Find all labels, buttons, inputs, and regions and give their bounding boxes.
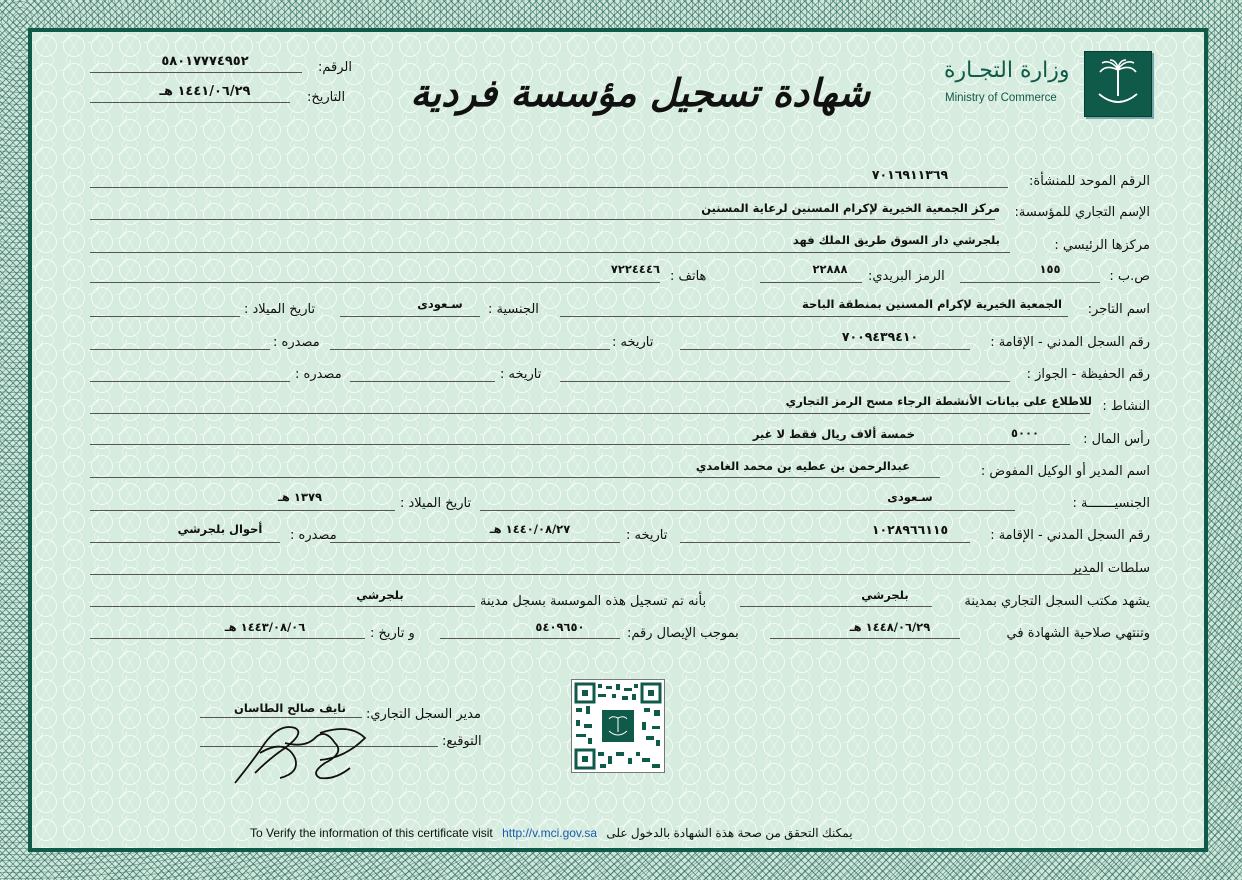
registrar-label: مدير السجل التجاري: — [366, 707, 481, 722]
civil-id-value: ٧٠٠٩٤٣٩٤١٠ — [841, 329, 919, 344]
phone-value: ٧٢٢٤٤٤٦ — [610, 262, 660, 276]
number-value: ٥٨٠١٧٧٧٤٩٥٢ — [161, 54, 249, 69]
passport-source-label: مصدره : — [295, 367, 342, 382]
capital-label: رأس المال : — [1083, 432, 1150, 447]
manager-birth-date-label: تاريخ الميلاد : — [400, 496, 472, 511]
unified-number-value: ٧٠١٦٩١١٣٦٩ — [871, 167, 949, 182]
verification-qr-code[interactable] — [571, 679, 665, 773]
verification-footer — [250, 826, 853, 840]
ministry-emblem-icon — [1084, 51, 1152, 117]
manager-civil-id-source-label: مصدره : — [290, 528, 337, 543]
nationality-label: الجنسية : — [488, 302, 539, 317]
manager-civil-id-value: ١٠٢٨٩٦٦١١٥ — [871, 522, 949, 537]
passport-label: رقم الحفيظة - الجواز : — [1026, 367, 1150, 382]
birth-date-label: تاريخ الميلاد : — [244, 302, 316, 317]
main-office-value: بلجرشي دار السوق طريق الملك فهد — [792, 233, 1000, 247]
postal-code-label: الرمز البريدي: — [868, 269, 945, 284]
po-box-value: ١٥٥ — [1039, 262, 1061, 276]
footer-ar-text: يمكنك التحقق من صحة هذة الشهادة بالدخول على — [606, 826, 853, 840]
receipt-value: ٥٤٠٩٦٥٠ — [535, 620, 585, 634]
civil-id-label: رقم السجل المدني - الإقامة : — [990, 335, 1150, 350]
capital-value: ٥٠٠٠ — [1010, 426, 1040, 440]
main-office-label: مركزها الرئيسي : — [1054, 238, 1150, 253]
ministry-name-en: Ministry of Commerce — [945, 92, 1057, 104]
page-title: شهادة تسجيل مؤسسة فردية — [410, 70, 870, 115]
expiry-label: وتنتهي صلاحية الشهادة في — [1006, 626, 1150, 641]
attestation-text-2: بأنه تم تسجيل هذه الموسسة بسجل مدينة — [480, 594, 707, 609]
manager-birth-date-value: ١٣٧٩ هـ — [278, 490, 322, 504]
civil-id-date-label: تاريخه : — [612, 335, 654, 350]
nationality-value: سـعودى — [417, 297, 463, 311]
manager-civil-id-date-value: ١٤٤٠/٠٨/٢٧ هـ — [489, 522, 571, 536]
footer-en-text: To Verify the information of this certificate visit — [250, 826, 493, 840]
postal-code-value: ٢٢٨٨٨ — [812, 262, 848, 276]
po-box-label: ص.ب : — [1109, 269, 1150, 284]
manager-civil-id-label: رقم السجل المدني - الإقامة : — [990, 528, 1150, 543]
capital-value-words: خمسة ألاف ريال فقط لا غير — [752, 427, 915, 441]
expiry-value: ١٤٤٨/٠٦/٢٩ هـ — [849, 620, 931, 634]
manager-nationality-label: الجنسيـــــــة : — [1072, 496, 1150, 511]
number-label: الرقم: — [318, 60, 352, 75]
attestation-city-1: بلجرشي — [861, 588, 909, 602]
merchant-name-value: الجمعية الخيرية لإكرام المسنين بمنطقة الباحة — [801, 297, 1062, 311]
passport-date-label: تاريخه : — [500, 367, 542, 382]
manager-civil-id-date-label: تاريخه : — [626, 528, 668, 543]
unified-number-label: الرقم الموحد للمنشأة: — [1029, 174, 1150, 189]
attestation-text-1: يشهد مكتب السجل التجاري بمدينة — [964, 594, 1150, 609]
manager-powers-label: سلطات المدير — [1071, 561, 1150, 576]
receipt-date-value: ١٤٤٣/٠٨/٠٦ هـ — [224, 620, 306, 634]
verification-link[interactable]: http://v.mci.gov.sa — [502, 826, 598, 840]
manager-nationality-value: سـعودى — [887, 490, 933, 504]
registrar-name: نايف صالح الطاسان — [234, 701, 346, 715]
trade-name-label: الإسم التجاري للمؤسسة: — [1014, 205, 1150, 220]
manager-name-label: اسم المدير أو الوكيل المفوض : — [980, 464, 1150, 479]
attestation-city-2: بلجرشي — [356, 588, 404, 602]
date-label: التاريخ: — [307, 90, 346, 105]
civil-id-source-label: مصدره : — [273, 335, 320, 350]
ministry-name-ar: وزارة التجـارة — [944, 58, 1070, 83]
trade-name-value: مركز الجمعية الخيرية لإكرام المسنين لرعاية المسنين — [701, 201, 1000, 215]
receipt-label: بموجب الإيصال رقم: — [627, 626, 739, 641]
manager-name-value: عبدالرحمن بن عطيه بن محمد الغامدي — [695, 459, 910, 473]
merchant-name-label: اسم التاجر: — [1087, 302, 1150, 317]
signature-label: التوقيع: — [442, 734, 482, 749]
activity-label: النشاط : — [1102, 399, 1150, 414]
signature-image — [225, 718, 370, 792]
manager-civil-id-source-value: أحوال بلجرشي — [177, 522, 263, 536]
activity-value: للاطلاع على بيانات الأنشطة الرجاء مسح الرمز التجاري — [785, 394, 1092, 408]
receipt-date-label: و تاريخ : — [370, 626, 415, 641]
phone-label: هاتف : — [670, 269, 707, 284]
date-value: ١٤٤١/٠٦/٢٩ هـ — [159, 84, 251, 99]
